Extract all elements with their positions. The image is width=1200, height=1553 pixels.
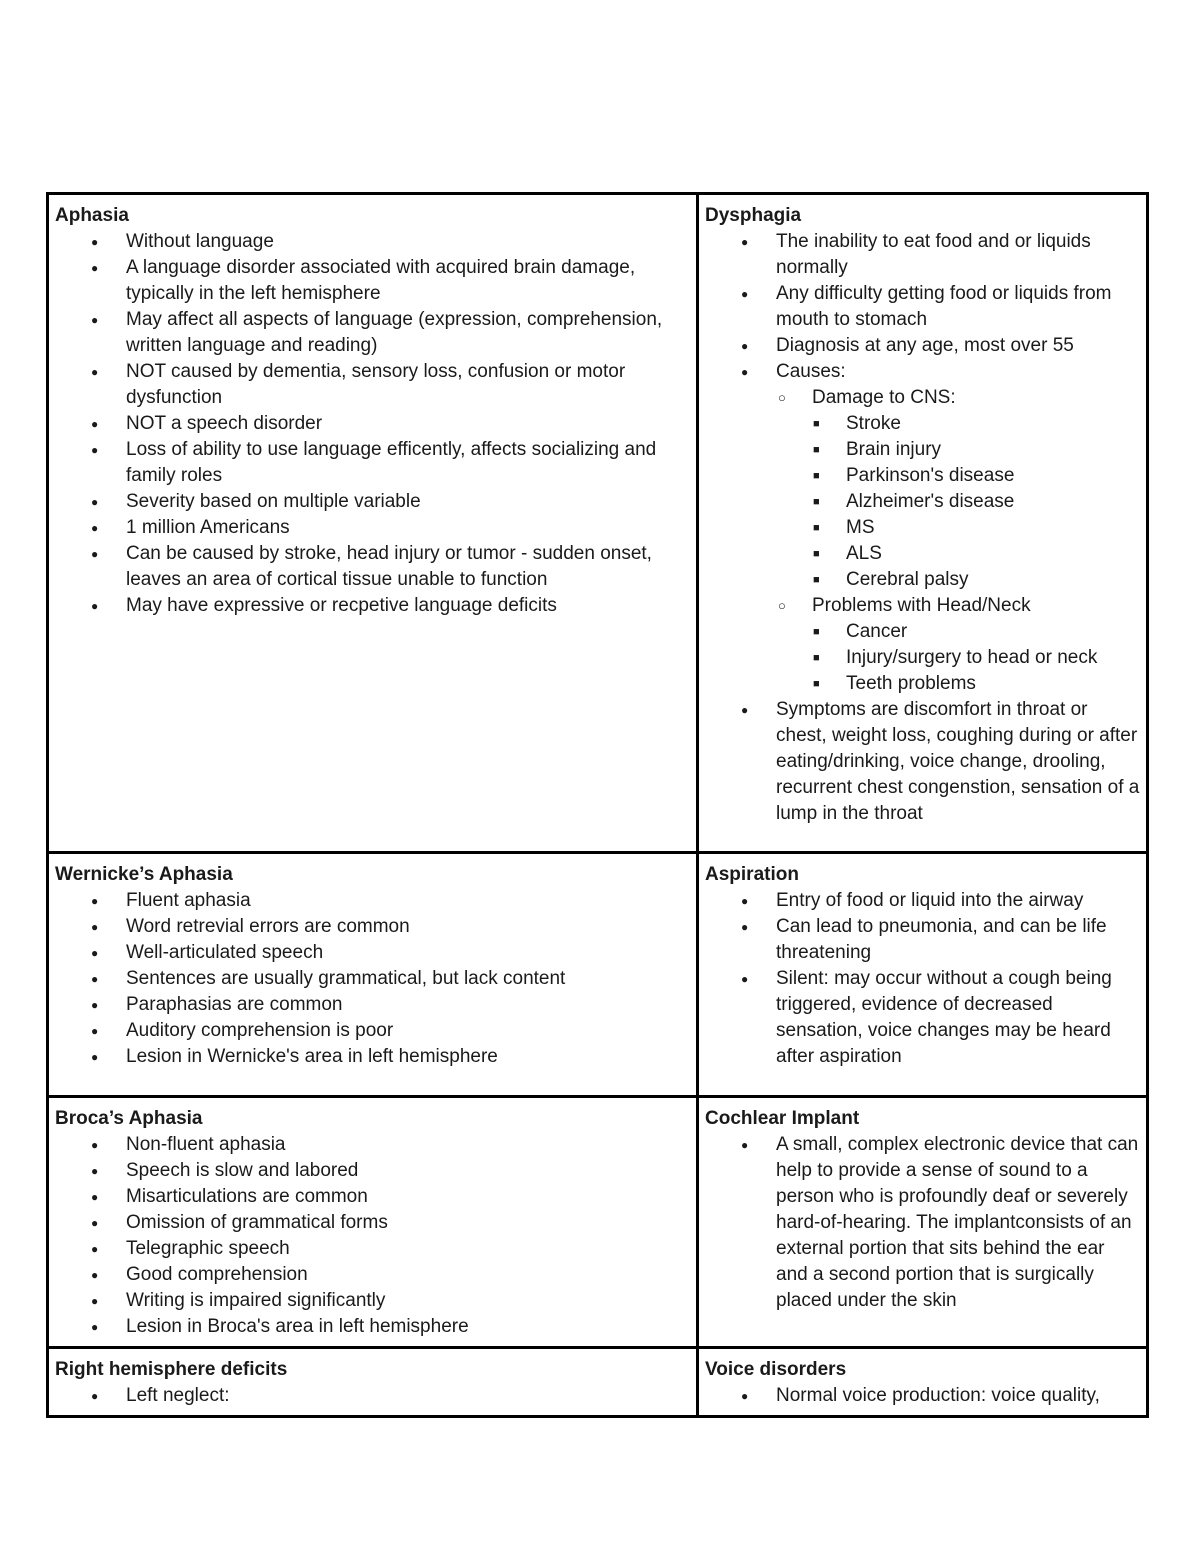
list-item: ● A language disorder associated with acquired brain damage, typically in the left hemisphere bbox=[55, 255, 690, 307]
list-item: ● Any difficulty getting food or liquids from mouth to stomach bbox=[705, 281, 1140, 333]
table-row bbox=[48, 1097, 1148, 1348]
sub-sub-list-item: ■ Cancer bbox=[812, 619, 1140, 645]
cell-title: Right hemisphere deficits bbox=[55, 1359, 288, 1380]
cell-title: Cochlear Implant bbox=[705, 1108, 860, 1129]
sub-sub-list bbox=[812, 619, 1140, 697]
sub-list-item bbox=[776, 593, 1140, 697]
list-item: ● Sentences are usually grammatical, but lack content bbox=[55, 966, 690, 992]
dysphagia-cell bbox=[698, 194, 1148, 853]
list-item: ● Without language bbox=[55, 229, 690, 255]
sub-list-label: Damage to CNS: bbox=[812, 387, 956, 408]
list-item: ● Auditory comprehension is poor bbox=[55, 1018, 690, 1044]
list-item-label: Causes: bbox=[776, 361, 846, 382]
sub-sub-list-item: ■ Cerebral palsy bbox=[812, 567, 1140, 593]
cell-title: Broca’s Aphasia bbox=[55, 1108, 203, 1129]
list-item: ● Non-fluent aphasia bbox=[55, 1132, 690, 1158]
bullet-list bbox=[55, 1132, 690, 1340]
right-hemisphere-cell bbox=[48, 1348, 698, 1417]
wernicke-cell bbox=[48, 853, 698, 1097]
sub-sub-list-item: ■ MS bbox=[812, 515, 1140, 541]
aphasia-cell bbox=[48, 194, 698, 853]
list-item: ● Can be caused by stroke, head injury or tumor - sudden onset, leaves an area of cortical tissue unable to function bbox=[55, 541, 690, 593]
list-item: ● Well-articulated speech bbox=[55, 940, 690, 966]
list-item: ● May affect all aspects of language (expression, comprehension, written language and reading) bbox=[55, 307, 690, 359]
list-item: ● Misarticulations are common bbox=[55, 1184, 690, 1210]
cell-title: Dysphagia bbox=[705, 205, 802, 226]
bullet-list bbox=[55, 888, 690, 1070]
table-row bbox=[48, 194, 1148, 853]
list-item: ● Omission of grammatical forms bbox=[55, 1210, 690, 1236]
cell-title: Voice disorders bbox=[705, 1359, 847, 1380]
sub-list bbox=[776, 385, 1140, 697]
list-item: ● 1 million Americans bbox=[55, 515, 690, 541]
list-item: ● Loss of ability to use language efficently, affects socializing and family roles bbox=[55, 437, 690, 489]
cochlear-implant-cell bbox=[698, 1097, 1148, 1348]
bullet-list bbox=[55, 1383, 690, 1409]
sub-sub-list bbox=[812, 411, 1140, 593]
list-item: ● Silent: may occur without a cough being triggered, evidence of decreased sensation, voice changes may be heard after aspiration bbox=[705, 966, 1140, 1070]
cell-title: Wernicke’s Aphasia bbox=[55, 864, 233, 885]
list-item: ● Left neglect: bbox=[55, 1383, 690, 1409]
broca-cell bbox=[48, 1097, 698, 1348]
sub-list-label: Problems with Head/Neck bbox=[812, 595, 1031, 616]
list-item: ● NOT a speech disorder bbox=[55, 411, 690, 437]
list-item: ● Diagnosis at any age, most over 55 bbox=[705, 333, 1140, 359]
list-item: ● Word retrevial errors are common bbox=[55, 914, 690, 940]
list-item: ● A small, complex electronic device that can help to provide a sense of sound to a person who is profoundly deaf or severely hard-of-hearing. The implantconsists of an external portion that sits behind the ear and a second portion that is surgically placed under the skin bbox=[705, 1132, 1140, 1314]
notes-table bbox=[46, 192, 1149, 1418]
list-item: ● May have expressive or recpetive language deficits bbox=[55, 593, 690, 619]
list-item: ● Good comprehension bbox=[55, 1262, 690, 1288]
list-item: ● Entry of food or liquid into the airway bbox=[705, 888, 1140, 914]
sub-list-item bbox=[776, 385, 1140, 593]
sub-sub-list-item: ■ Stroke bbox=[812, 411, 1140, 437]
bullet-list bbox=[705, 888, 1140, 1070]
bullet-list bbox=[55, 229, 690, 619]
sub-sub-list-item: ■ Teeth problems bbox=[812, 671, 1140, 697]
table-row bbox=[48, 1348, 1148, 1417]
bullet-list bbox=[705, 1132, 1140, 1314]
list-item: ● Severity based on multiple variable bbox=[55, 489, 690, 515]
list-item: ● Writing is impaired significantly bbox=[55, 1288, 690, 1314]
table-row bbox=[48, 853, 1148, 1097]
sub-sub-list-item: ■ Alzheimer's disease bbox=[812, 489, 1140, 515]
list-item: ● Telegraphic speech bbox=[55, 1236, 690, 1262]
list-item: ● Normal voice production: voice quality, bbox=[705, 1383, 1140, 1409]
sub-sub-list-item: ■ ALS bbox=[812, 541, 1140, 567]
list-item: ● The inability to eat food and or liquids normally bbox=[705, 229, 1140, 281]
voice-disorders-cell bbox=[698, 1348, 1148, 1417]
bullet-list bbox=[705, 1383, 1140, 1409]
list-item: ● NOT caused by dementia, sensory loss, confusion or motor dysfunction bbox=[55, 359, 690, 411]
aspiration-cell bbox=[698, 853, 1148, 1097]
list-item: ● Can lead to pneumonia, and can be life threatening bbox=[705, 914, 1140, 966]
list-item: ● Lesion in Wernicke's area in left hemisphere bbox=[55, 1044, 690, 1070]
cell-title: Aphasia bbox=[55, 205, 129, 226]
list-item: ● Speech is slow and labored bbox=[55, 1158, 690, 1184]
list-item: ● Lesion in Broca's area in left hemisphere bbox=[55, 1314, 690, 1340]
sub-sub-list-item: ■ Injury/surgery to head or neck bbox=[812, 645, 1140, 671]
list-item: ● Fluent aphasia bbox=[55, 888, 690, 914]
list-item: ● Symptoms are discomfort in throat or chest, weight loss, coughing during or after eating/drinking, voice change, drooling, recurrent chest congenstion, sensation of a lump in the throat bbox=[705, 697, 1140, 827]
cell-title: Aspiration bbox=[705, 864, 799, 885]
list-item: ● Paraphasias are common bbox=[55, 992, 690, 1018]
list-item bbox=[705, 359, 1140, 697]
bullet-list bbox=[705, 229, 1140, 827]
sub-sub-list-item: ■ Brain injury bbox=[812, 437, 1140, 463]
sub-sub-list-item: ■ Parkinson's disease bbox=[812, 463, 1140, 489]
